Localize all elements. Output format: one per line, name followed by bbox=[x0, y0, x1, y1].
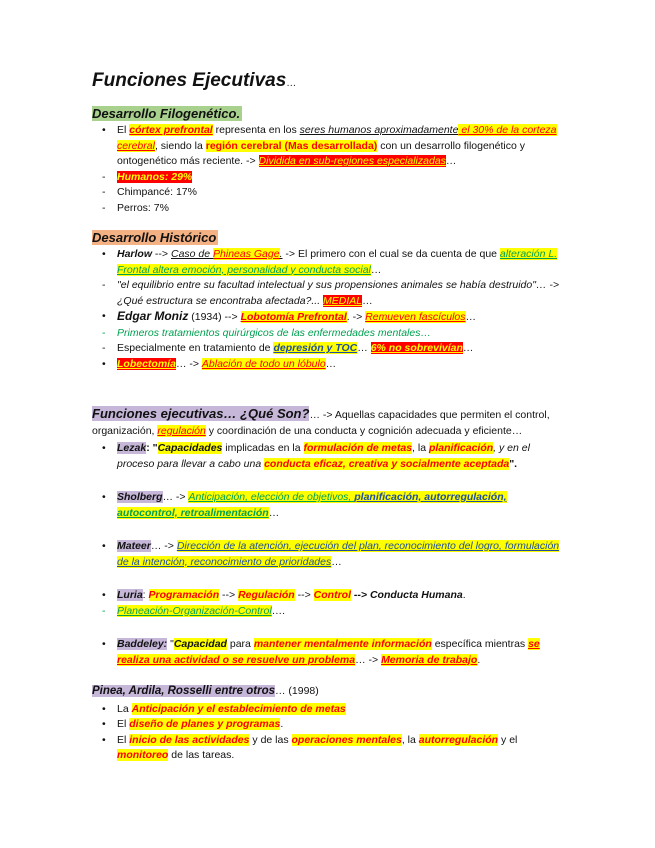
text: … bbox=[268, 506, 280, 519]
list-item bbox=[92, 247, 562, 278]
dash-icon: - bbox=[102, 342, 106, 354]
baddeley-list bbox=[92, 637, 562, 668]
bullet-icon: • bbox=[102, 310, 106, 322]
mateer-list bbox=[92, 539, 562, 570]
list-item bbox=[92, 717, 562, 733]
bullet-icon: • bbox=[102, 442, 106, 454]
highlight: planificación bbox=[428, 442, 494, 454]
list-item bbox=[92, 341, 562, 357]
author-name: Mateer bbox=[117, 540, 151, 552]
heading-filogenetico bbox=[92, 106, 242, 121]
author-name: Luria bbox=[117, 589, 143, 601]
text: . -> bbox=[346, 311, 366, 323]
hist-list bbox=[92, 247, 562, 372]
section-historico bbox=[92, 230, 562, 372]
highlight: Planeación-Organización-Control bbox=[117, 604, 272, 617]
list-item bbox=[92, 326, 562, 342]
highlight: Humanos: 29% bbox=[117, 170, 193, 183]
highlight: Memoria de trabajo bbox=[381, 653, 478, 666]
highlight: región cerebral (Mas desarrollada) bbox=[205, 139, 378, 152]
heading-pinea: Pinea, Ardila, Rosselli entre otros bbox=[92, 685, 275, 697]
highlight: Regulación bbox=[238, 589, 295, 601]
text: … bbox=[362, 294, 373, 307]
text: (1934) --> bbox=[188, 311, 241, 323]
list-item bbox=[92, 278, 562, 309]
text: "el equilibrio entre su facultad intelectual y sus propensiones animales se había destruido" bbox=[117, 279, 536, 291]
list-item bbox=[92, 357, 562, 373]
text: " bbox=[167, 638, 174, 650]
bullet-icon: • bbox=[102, 491, 106, 503]
text: . bbox=[477, 653, 481, 666]
spacer bbox=[92, 570, 562, 586]
bullet-icon: • bbox=[102, 702, 106, 715]
text: El bbox=[117, 718, 130, 730]
highlight: Programación bbox=[148, 589, 220, 601]
bullet-icon: • bbox=[102, 718, 106, 730]
highlight: 6% no sobrevivían bbox=[370, 342, 463, 354]
text: ". bbox=[509, 457, 518, 470]
highlight: Dirección de la atención, ejecución del plan, reconocimiento del logro, formulación de la intención, reconocimiento de prioridades bbox=[117, 540, 560, 568]
highlight: el 30% de la corteza cerebral bbox=[117, 124, 557, 152]
text: Harlow bbox=[117, 248, 153, 260]
text: El bbox=[117, 124, 130, 136]
text: y de las bbox=[249, 733, 292, 746]
section-filogenetico bbox=[92, 106, 562, 216]
page-title bbox=[92, 70, 562, 92]
que-son-intro bbox=[92, 406, 562, 439]
bullet-icon: • bbox=[102, 589, 106, 601]
list-item bbox=[92, 123, 562, 170]
highlight: alteración L. Frontal altera emoción, personalidad y conducta social bbox=[117, 248, 558, 276]
dash-icon: - bbox=[102, 201, 106, 214]
highlight: monitoreo bbox=[117, 749, 169, 761]
text: Edgar Moniz bbox=[117, 309, 189, 323]
bullet-icon: • bbox=[102, 124, 106, 136]
author-name: Baddeley: bbox=[117, 638, 168, 650]
text: … -> bbox=[175, 357, 202, 370]
text: representa en los bbox=[212, 124, 300, 136]
text: Chimpancé: 17% bbox=[117, 186, 197, 198]
highlight: formulación de metas bbox=[303, 442, 413, 454]
section-pinea bbox=[92, 684, 562, 764]
bullet-icon: • bbox=[102, 733, 106, 746]
highlight: planificación, autorregulación, bbox=[354, 491, 507, 503]
text: … bbox=[462, 342, 474, 354]
pinea-year: … (1998) bbox=[275, 685, 319, 697]
list-item bbox=[92, 539, 562, 570]
list-item bbox=[92, 588, 562, 604]
text: Primeros tratamientos quirúrgicos de las enfermedades mentales… bbox=[117, 326, 431, 339]
list-item bbox=[92, 604, 562, 620]
bullet-icon: • bbox=[102, 357, 106, 370]
dash-icon: - bbox=[102, 170, 106, 183]
highlight: autorregulación bbox=[418, 733, 499, 746]
text: : " bbox=[146, 442, 158, 454]
filo-list bbox=[92, 123, 562, 216]
bullet-icon: • bbox=[102, 540, 106, 552]
list-item bbox=[92, 702, 562, 718]
list-item bbox=[92, 490, 562, 521]
bullet-icon: • bbox=[102, 638, 106, 650]
document-page bbox=[92, 70, 562, 764]
spacer bbox=[92, 619, 562, 635]
list-item bbox=[92, 185, 562, 201]
text: Especialmente en tratamiento de bbox=[117, 342, 274, 354]
list-item bbox=[92, 170, 562, 186]
highlight: Control bbox=[313, 589, 351, 601]
dash-icon: - bbox=[102, 279, 106, 291]
highlight: Lobotomía Prefrontal bbox=[240, 311, 347, 323]
text: … bbox=[331, 555, 342, 568]
heading-historico: Desarrollo Histórico bbox=[92, 230, 217, 245]
text: seres humanos aproximadamente bbox=[299, 124, 459, 136]
dash-icon: - bbox=[102, 186, 106, 198]
text: … bbox=[445, 155, 457, 167]
heading-que-son: Funciones ejecutivas… ¿Qué Son? bbox=[92, 406, 310, 421]
list-item bbox=[92, 201, 562, 217]
text: y el bbox=[498, 733, 518, 746]
text: … bbox=[465, 311, 477, 323]
text: … bbox=[370, 263, 382, 276]
list-item bbox=[92, 733, 562, 764]
text: con un desarrollo filogenético y ontogenético más reciente. -> bbox=[117, 139, 525, 167]
luria-list bbox=[92, 588, 562, 619]
text: implicadas en la bbox=[222, 442, 304, 454]
lezak-list bbox=[92, 441, 562, 472]
pinea-heading-line bbox=[92, 684, 562, 700]
highlight: Dividida en sub-regiones especializadas bbox=[258, 155, 446, 167]
text: , siendo la bbox=[154, 139, 206, 152]
text: y coordinación de una conducta y cognición adecuada y eficiente… bbox=[205, 424, 523, 437]
text: --> bbox=[219, 589, 239, 601]
dash-icon: - bbox=[102, 604, 106, 617]
text: … -> ¿Qué estructura se encontraba afectada?... bbox=[117, 279, 560, 307]
text: de las tareas. bbox=[168, 749, 235, 761]
text: , la bbox=[412, 442, 429, 454]
text: … -> bbox=[355, 653, 382, 666]
text: Perros: 7% bbox=[117, 201, 169, 214]
highlight: depresión y TOC bbox=[273, 342, 358, 354]
text: La bbox=[117, 702, 132, 715]
text: para bbox=[226, 638, 254, 650]
highlight: mantener mentalmente información bbox=[253, 638, 432, 650]
highlight: operaciones mentales bbox=[291, 733, 402, 746]
highlight: MEDIAL bbox=[323, 294, 363, 307]
text: … bbox=[357, 342, 371, 354]
text: … bbox=[325, 357, 337, 370]
text: … -> Aquellas capacidades que permiten el control, organización, bbox=[92, 409, 550, 437]
highlight: Phineas Gage bbox=[213, 248, 280, 260]
text: El bbox=[117, 733, 130, 746]
highlight: Lobectomía bbox=[117, 357, 176, 370]
highlight: Capacidad bbox=[173, 638, 227, 650]
text: : bbox=[142, 589, 149, 601]
highlight: Ablación de todo un lóbulo bbox=[201, 357, 326, 370]
highlight: regulación bbox=[157, 424, 206, 437]
text: , la bbox=[401, 733, 419, 746]
highlight: diseño de planes y programas bbox=[129, 718, 281, 730]
highlight: inicio de las actividades bbox=[129, 733, 250, 746]
sholberg-list bbox=[92, 490, 562, 521]
text: -> El primero con el cual se da cuenta de que bbox=[282, 248, 500, 260]
highlight: autocontrol, retroalimentación bbox=[117, 506, 269, 519]
text: , y en el proceso para llevar a cabo una bbox=[117, 442, 530, 470]
list-item bbox=[92, 637, 562, 668]
text: . bbox=[279, 248, 283, 260]
pinea-list bbox=[92, 702, 562, 764]
heading-dot: . bbox=[236, 106, 241, 121]
highlight: conducta eficaz, creativa y socialmente aceptada bbox=[264, 457, 510, 470]
highlight: Remueven fascículos bbox=[365, 311, 466, 323]
text: --> bbox=[152, 248, 171, 260]
list-item bbox=[92, 309, 562, 326]
text: específica mientras bbox=[431, 638, 529, 650]
author-name: Sholberg bbox=[117, 491, 163, 503]
dash-icon: - bbox=[102, 326, 106, 339]
spacer bbox=[92, 472, 562, 488]
text: … -> bbox=[150, 540, 177, 552]
highlight: Capacidades bbox=[157, 442, 223, 454]
bullet-icon: • bbox=[102, 248, 106, 260]
highlight: córtex prefrontal bbox=[129, 124, 213, 136]
text: Caso de bbox=[170, 248, 214, 260]
text: … -> bbox=[162, 491, 189, 503]
text: . bbox=[280, 718, 284, 730]
author-name: Lezak bbox=[117, 442, 147, 454]
highlight: se realiza una actividad o se resuelve un problema bbox=[117, 638, 540, 666]
text: . bbox=[462, 589, 466, 601]
heading-filogenetico-text: Desarrollo Filogenético bbox=[92, 106, 237, 121]
highlight: Anticipación, elección de objetivos, bbox=[188, 491, 355, 503]
text: --> Conducta Humana bbox=[350, 589, 463, 601]
text: …. bbox=[271, 604, 286, 617]
list-item bbox=[92, 441, 562, 472]
highlight: Anticipación y el establecimiento de metas bbox=[131, 702, 346, 715]
title-dots: … bbox=[286, 78, 297, 89]
spacer bbox=[92, 521, 562, 537]
title-text: Funciones Ejecutivas bbox=[92, 70, 287, 91]
section-que-son bbox=[92, 406, 562, 668]
text: --> bbox=[294, 589, 314, 601]
